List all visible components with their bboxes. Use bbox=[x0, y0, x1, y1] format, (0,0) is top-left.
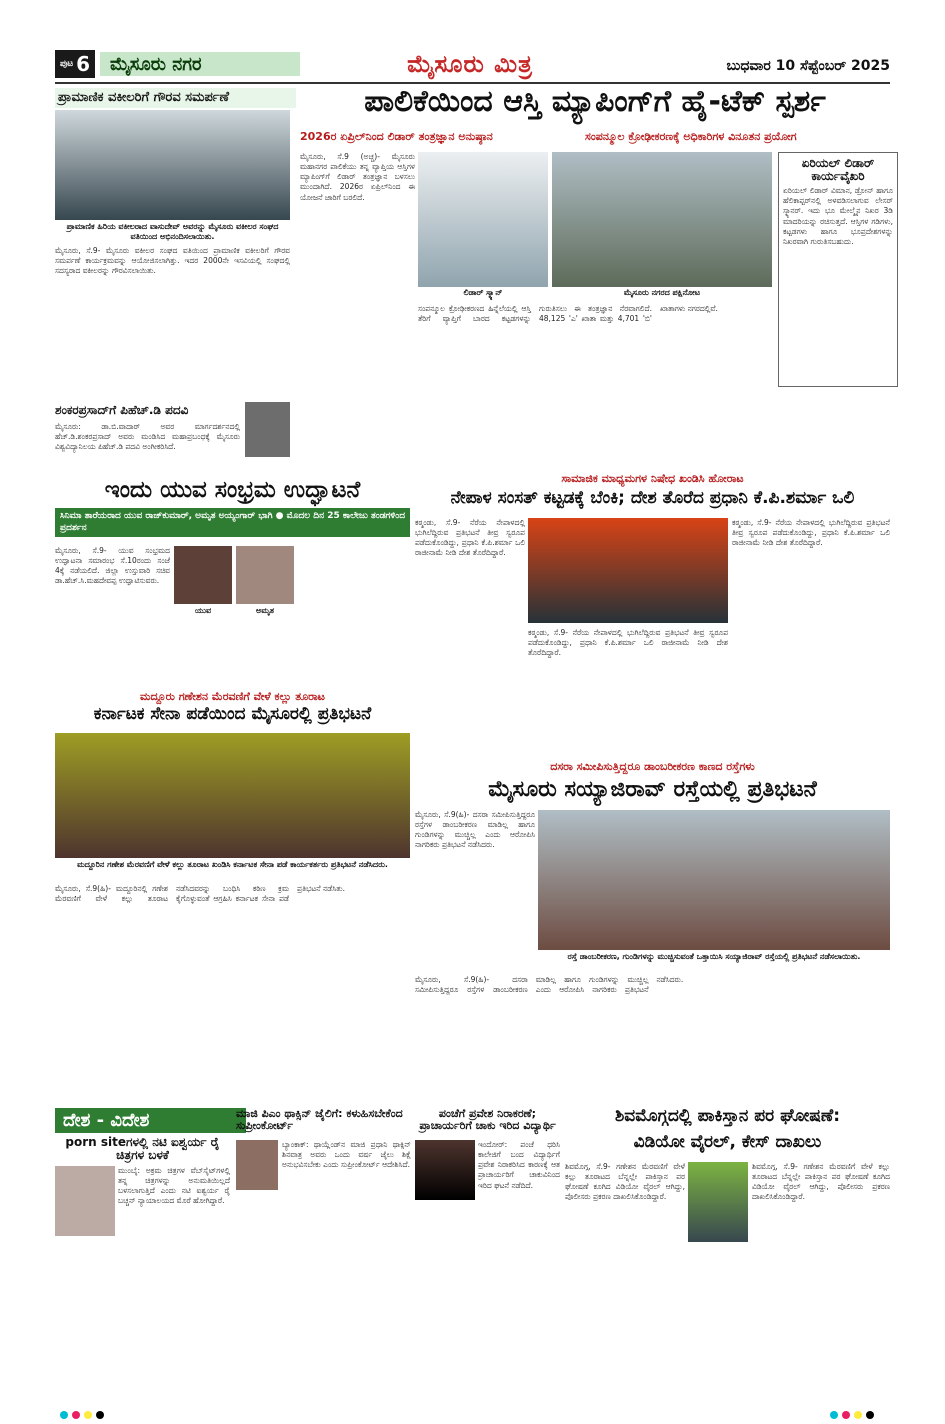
nepal-body-3: ಕಠ್ಮಂಡು, ಸೆ.9- ನೆರೆಯ ನೇಪಾಳದಲ್ಲಿ ಭುಗಿಲೆದ್ದಿರುವ ಪ್ರತಿಭಟನೆ ತೀವ್ರ ಸ್ವರೂಪ ಪಡೆದುಕೊಂಡಿದ್ದು, ಪ್ರಧಾನಿ ಕೆ.ಪಿ.ಶರ್ಮಾ ಒಲಿ ರಾಜೀನಾಮೆ ನೀಡಿ ದೇಶ ತೊರೆದಿದ್ದಾರೆ. bbox=[732, 518, 890, 548]
left-body: ಮೈಸೂರು, ಸೆ.9- ಮೈಸೂರು ವಕೀಲರ ಸಂಘದ ವತಿಯಿಂದ ಪ್ರಾಮಾಣಿಕ ವಕೀಲರಿಗೆ ಗೌರವ ಸಮರ್ಪಣೆ ಕಾರ್ಯಕ್ರಮವನ್ನು ಆಯೋಜಿಸಲಾಗಿತ್ತು. ಇದರ 2000ನೇ ಇಸವಿಯಲ್ಲಿ ಸಂಘದಲ್ಲಿ ಸದಸ್ಯರಾದ ವಕೀಲರನ್ನು ಗೌರವಿಸಲಾಯಿತು. bbox=[55, 246, 290, 276]
nepal-headline: ನೇಪಾಳ ಸಂಸತ್ ಕಟ್ಟಡಕ್ಕೆ ಬೆಂಕಿ; ದೇಶ ತೊರೆದ ಪ್ರಧಾನಿ ಕೆ.ಪಿ.ಶರ್ಮಾ ಒಲಿ bbox=[450, 488, 855, 508]
dasara-body: ಮೈಸೂರು, ಸೆ.9(ಹಿ)- ದಸರಾ ಸಮೀಪಿಸುತ್ತಿದ್ದರೂ ರಸ್ತೆಗಳ ಡಾಂಬರೀಕರಣ ಮಾಡಿಲ್ಲ ಹಾಗೂ ಗುಂಡಿಗಳನ್ನು ಮುಚ್ಚಿಲ್ಲ ಎಂದು ಆರೋಪಿಸಿ ನಾಗರಿಕರು ಪ್ರತಿಭಟನೆ ನಡೆಸಿದರು. bbox=[415, 810, 535, 850]
desha-story1-body: ಮುಂಬೈ: ಅಕ್ರಮ ಚಿತ್ರಗಳ ವೆಬ್‌ಸೈಟ್‌ಗಳಲ್ಲಿ ತನ್ನ ಚಿತ್ರಗಳನ್ನು ಅನುಮತಿಯಿಲ್ಲದೆ ಬಳಸಲಾಗುತ್ತಿದೆ ಎಂದು ನಟಿ ಐಶ್ವರ್ಯ ರೈ ಬಚ್ಚನ್ ನ್ಯಾಯಾಲಯದ ಮೊರೆ ಹೋಗಿದ್ದಾರೆ. bbox=[118, 1166, 230, 1206]
youth-photo-1 bbox=[174, 546, 232, 604]
page-number: 6 bbox=[76, 52, 91, 76]
sidebar-body: ಏರಿಯಲ್ ಲಿಡಾರ್ ವಿಮಾನ, ಡ್ರೋನ್ ಹಾಗೂ ಹೆಲಿಕಾಪ್ಟರ್‌ನಲ್ಲಿ ಅಳವಡಿಸಲಾಗುವ ಲೇಸರ್ ಸ್ಕ್ಯಾನರ್. ಇದು ಭೂ ಮೇಲ್ಮೈನ ನಿಖರ 3ಡಿ ಮಾದರಿಯನ್ನು ರಚಿಸುತ್ತದೆ. ಆಸ್ತಿಗಳ ಗಡಿಗಳು, ಕಟ್ಟಡಗಳು ಹಾಗೂ ಭೂಪ್ರದೇಶಗಳನ್ನು ನಿಖರವಾಗಿ ಗುರುತಿಸಬಹುದು. bbox=[783, 186, 893, 246]
shivamogga-body-2: ಶಿವಮೊಗ್ಗ, ಸೆ.9- ಗಣೇಶನ ಮೆರವಣಿಗೆ ವೇಳೆ ಕಲ್ಲು ತೂರಾಟದ ಬೆನ್ನಲ್ಲೇ ಪಾಕಿಸ್ತಾನ ಪರ ಘೋಷಣೆ ಕೂಗಿದ ವಿಡಿಯೋ ವೈರಲ್ ಆಗಿದ್ದು, ಪೊಲೀಸರು ಪ್ರಕರಣ ದಾಖಲಿಸಿಕೊಂಡಿದ್ದಾರೆ. bbox=[752, 1162, 890, 1202]
appointment-body: ಮೈಸೂರು: ಡಾ.ಬಿ.ವಾದಾರ್ ಅವರ ಮಾರ್ಗದರ್ಶನದಲ್ಲಿ ಹೆಚ್.ಡಿ.ಶಂಕರಪ್ರಸಾದ್ ಅವರು ಮಂಡಿಸಿದ ಮಹಾಪ್ರಬಂಧಕ್ಕೆ ಮೈಸೂರು ವಿಶ್ವವಿದ್ಯಾನಿಲಯ ಪಿಹೆಚ್.ಡಿ ಪದವಿ ಅಂಗೀಕರಿಸಿದೆ. bbox=[55, 422, 240, 452]
ganesh-photo bbox=[55, 733, 410, 858]
shivamogga-body: ಶಿವಮೊಗ್ಗ, ಸೆ.9- ಗಣೇಶನ ಮೆರವಣಿಗೆ ವೇಳೆ ಕಲ್ಲು ತೂರಾಟದ ಬೆನ್ನಲ್ಲೇ ಪಾಕಿಸ್ತಾನ ಪರ ಘೋಷಣೆ ಕೂಗಿದ ವಿಡಿಯೋ ವೈರಲ್ ಆಗಿದ್ದು, ಪೊಲೀಸರು ಪ್ರಕರಣ ದಾಖಲಿಸಿಕೊಂಡಿದ್ದಾರೆ. bbox=[565, 1162, 685, 1202]
left-photo bbox=[55, 110, 290, 220]
desha-story1-photo bbox=[55, 1166, 115, 1236]
shivamogga-headline-2: ವಿಡಿಯೋ ವೈರಲ್, ಕೇಸ್ ದಾಖಲು bbox=[633, 1132, 822, 1152]
shivamogga-photo bbox=[688, 1162, 748, 1242]
nepal-body: ಕಠ್ಮಂಡು, ಸೆ.9- ನೆರೆಯ ನೇಪಾಳದಲ್ಲಿ ಭುಗಿಲೆದ್ದಿರುವ ಪ್ರತಿಭಟನೆ ತೀವ್ರ ಸ್ವರೂಪ ಪಡೆದುಕೊಂಡಿದ್ದು, ಪ್ರಧಾನಿ ಕೆ.ಪಿ.ಶರ್ಮಾ ಒಲಿ ರಾಜೀನಾಮೆ ನೀಡಿ ದೇಶ ತೊರೆದಿದ್ದಾರೆ. bbox=[415, 518, 525, 558]
nepal-photo bbox=[528, 518, 728, 623]
sidebar-box bbox=[778, 152, 898, 387]
shivamogga-headline-1: ಶಿವಮೊಗ್ಗದಲ್ಲಿ ಪಾಕಿಸ್ತಾನ ಪರ ಘೋಷಣೆ: bbox=[614, 1106, 841, 1126]
section-title: ಮೈಸೂರು ನಗರ bbox=[100, 52, 300, 76]
youth-headline: ಇಂದು ಯುವ ಸಂಭ್ರಮ ಉದ್ಘಾಟನೆ bbox=[104, 477, 361, 503]
dasara-body-2: ಮೈಸೂರು, ಸೆ.9(ಹಿ)- ದಸರಾ ಸಮೀಪಿಸುತ್ತಿದ್ದರೂ ರಸ್ತೆಗಳ ಡಾಂಬರೀಕರಣ ಮಾಡಿಲ್ಲ ಹಾಗೂ ಗುಂಡಿಗಳನ್ನು ಮುಚ್ಚಿಲ್ಲ ಎಂದು ಆರೋಪಿಸಿ ನಾಗರಿಕರು ಪ್ರತಿಭಟನೆ ನಡೆಸಿದರು. bbox=[415, 975, 684, 995]
sidebar-headline: ಏರಿಯಲ್ ಲಿಡಾರ್ ಕಾರ್ಯವೈಖರಿ bbox=[801, 156, 875, 183]
lead-image-1 bbox=[418, 152, 548, 287]
desha-story3-headline: ಪಂಚೆಗೆ ಪ್ರವೇಶ ನಿರಾಕರಣೆ; ಪ್ರಾಚಾರ್ಯರಿಗೆ ಚಾಕು ಇರಿದ ವಿದ್ಯಾರ್ಥಿ bbox=[419, 1107, 556, 1132]
page-label: ಪುಟ bbox=[59, 59, 74, 69]
youth-photo-2-label: ಅಮೃತ bbox=[255, 606, 275, 615]
nepal-body-2: ಕಠ್ಮಂಡು, ಸೆ.9- ನೆರೆಯ ನೇಪಾಳದಲ್ಲಿ ಭುಗಿಲೆದ್ದಿರುವ ಪ್ರತಿಭಟನೆ ತೀವ್ರ ಸ್ವರೂಪ ಪಡೆದುಕೊಂಡಿದ್ದು, ಪ್ರಧಾನಿ ಕೆ.ಪಿ.ಶರ್ಮಾ ಒಲಿ ರಾಜೀನಾಮೆ ನೀಡಿ ದೇಶ ತೊರೆದಿದ್ದಾರೆ. bbox=[528, 628, 728, 658]
ganesh-headline: ಕರ್ನಾಟಕ ಸೇನಾ ಪಡೆಯಿಂದ ಮೈಸೂರಲ್ಲಿ ಪ್ರತಿಭಟನೆ bbox=[93, 704, 372, 724]
portrait-photo bbox=[245, 402, 290, 457]
youth-photo-2 bbox=[236, 546, 294, 604]
lead-image-2 bbox=[552, 152, 772, 287]
left-headline: ಪ್ರಾಮಾಣಿಕ ವಕೀಲರಿಗೆ ಗೌರವ ಸಮರ್ಪಣೆ bbox=[55, 88, 296, 108]
masthead: ಮೈಸೂರು ಮಿತ್ರ bbox=[407, 48, 533, 78]
ganesh-body: ಮೈಸೂರು, ಸೆ.9(ಹಿ)- ಮದ್ದೂರಿನಲ್ಲಿ ಗಣೇಶ ಮೆರವಣಿಗೆ ವೇಳೆ ಕಲ್ಲು ತೂರಾಟ ನಡೆಸಿದವರನ್ನು ಬಂಧಿಸಿ ಕಠಿಣ ಕ್ರಮ ಕೈಗೊಳ್ಳುವಂತೆ ಆಗ್ರಹಿಸಿ ಕರ್ನಾಟಕ ಸೇನಾ ಪಡೆ ಪ್ರತಿಭಟನೆ ನಡೆಸಿತು. bbox=[55, 884, 345, 904]
desha-story2-headline: ಮಾಜಿ ಪಿಎಂ ಥಾಕ್ಸಿನ್ ಜೈಲಿಗೆ: ಕಳುಹಿಸಬೇಕೆಂದ ಸುಪ್ರೀಂಕೋರ್ಟ್ bbox=[236, 1107, 403, 1132]
ganesh-caption: ಮದ್ದೂರಿನ ಗಣೇಶ ಮೆರವಣಿಗೆ ವೇಳೆ ಕಲ್ಲು ತೂರಾಟ ಖಂಡಿಸಿ ಕರ್ನಾಟಕ ಸೇನಾ ಪಡೆ ಕಾರ್ಯಕರ್ತರು ಪ್ರತಿಭಟನೆ ನಡೆಸಿದರು. bbox=[77, 860, 388, 869]
desha-story1-headline: porn siteಗಳಲ್ಲಿ ನಟಿ ಐಶ್ವರ್ಯ ರೈ ಚಿತ್ರಗಳ ಬಳಕೆ bbox=[65, 1135, 220, 1162]
registration-dots-left bbox=[60, 1404, 108, 1423]
lead-body: ಮೈಸೂರು, ಸೆ.9 (ಅಚ್ಚ)- ಮೈಸೂರು ಮಹಾನಗರ ಪಾಲಿಕೆಯು ತನ್ನ ವ್ಯಾಪ್ತಿಯ ಆಸ್ತಿಗಳ ಮ್ಯಾಪಿಂಗ್‌ಗೆ ಲಿಡಾರ್ ತಂತ್ರಜ್ಞಾನ ಬಳಸಲು ಮುಂದಾಗಿದೆ. 2026ರ ಏಪ್ರಿಲ್‌ನಿಂದ ಈ ಯೋಜನೆ ಜಾರಿಗೆ ಬರಲಿದೆ. bbox=[300, 152, 415, 202]
dasara-photo bbox=[538, 810, 890, 950]
appointment-headline: ಶಂಕರಪ್ರಸಾದ್‌ಗೆ ಪಿಹೆಚ್.ಡಿ ಪದವಿ bbox=[55, 403, 189, 417]
dasara-kicker: ದಸರಾ ಸಮೀಪಿಸುತ್ತಿದ್ದರೂ ಡಾಂಬರೀಕರಣ ಕಾಣದ ರಸ್ತೆಗಳು bbox=[550, 760, 755, 773]
ganesh-kicker: ಮದ್ದೂರು ಗಣೇಶನ ಮೆರವಣಿಗೆ ವೇಳೆ ಕಲ್ಲು ತೂರಾಟ bbox=[140, 690, 325, 703]
lead-sub-1: 2026ರ ಏಪ್ರಿಲ್‌ನಿಂದ ಲಿಡಾರ್ ತಂತ್ರಜ್ಞಾನ ಅನುಷ್ಠಾನ bbox=[300, 130, 493, 143]
lead-image-2-caption: ಮೈಸೂರು ನಗರದ ಪಕ್ಷಿನೋಟ bbox=[623, 288, 701, 297]
desha-story2-photo bbox=[236, 1140, 278, 1190]
youth-band: ಸಿನಿಮಾ ತಾರೆಯರಾದ ಯುವ ರಾಜ್‌ಕುಮಾರ್, ಅಮೃತ ಅಯ್ಯಂಗಾರ್ ಭಾಗಿ ● ಮೊದಲ ದಿನ 25 ಕಾಲೇಜು ತಂಡಗಳಿಂದ ಪ್ರದರ್ಶನ bbox=[55, 508, 410, 537]
desha-story2-body: ಬ್ಯಾಂಕಾಕ್: ಥಾಯ್ಲೆಂಡ್‌ನ ಮಾಜಿ ಪ್ರಧಾನಿ ಥಾಕ್ಸಿನ್ ಶಿನವಾತ್ರ ಅವರು ಒಂದು ವರ್ಷ ಜೈಲು ಶಿಕ್ಷೆ ಅನುಭವಿಸಬೇಕು ಎಂದು ಸುಪ್ರೀಂಕೋರ್ಟ್ ಆದೇಶಿಸಿದೆ. bbox=[282, 1140, 411, 1170]
page-number-box bbox=[55, 50, 95, 78]
lead-body-2: ಸಂಪನ್ಮೂಲ ಕ್ರೋಢೀಕರಣದ ಹಿನ್ನೆಲೆಯಲ್ಲಿ ಆಸ್ತಿ ತೆರಿಗೆ ವ್ಯಾಪ್ತಿಗೆ ಬಾರದ ಕಟ್ಟಡಗಳನ್ನು ಗುರುತಿಸಲು ಈ ತಂತ್ರಜ್ಞಾನ ನೆರವಾಗಲಿದೆ. 48,125 'ಎ' ಖಾತಾ ಮತ್ತು 4,701 'ಬಿ' ಖಾತಾಗಳು ನಗರದಲ್ಲಿವೆ. bbox=[418, 304, 718, 324]
registration-dots-right bbox=[830, 1404, 878, 1423]
desha-story3-body: ಇಂದೋರ್: ಪಂಚೆ ಧರಿಸಿ ಕಾಲೇಜಿಗೆ ಬಂದ ವಿದ್ಯಾರ್ಥಿಗೆ ಪ್ರವೇಶ ನಿರಾಕರಿಸಿದ ಕಾರಣಕ್ಕೆ ಆತ ಪ್ರಾಚಾರ್ಯರಿಗೆ ಚಾಕುವಿನಿಂದ ಇರಿದ ಘಟನೆ ನಡೆದಿದೆ. bbox=[478, 1140, 560, 1190]
youth-body: ಮೈಸೂರು, ಸೆ.9- ಯುವ ಸಂಭ್ರಮದ ಉದ್ಘಾಟನಾ ಸಮಾರಂಭ ಸೆ.10ರಂದು ಸಂಜೆ 4ಕ್ಕೆ ನಡೆಯಲಿದೆ. ಜಿಲ್ಲಾ ಉಸ್ತುವಾರಿ ಸಚಿವ ಡಾ.ಹೆಚ್.ಸಿ.ಮಹದೇವಪ್ಪ ಉದ್ಘಾಟಿಸುವರು. bbox=[55, 546, 170, 586]
youth-photo-1-label: ಯುವ bbox=[194, 606, 212, 615]
desha-story3-photo bbox=[415, 1140, 475, 1200]
lead-image-1-caption: ಲಿಡಾರ್ ಸ್ಕ್ಯಾನ್ bbox=[463, 288, 503, 297]
nepal-kicker: ಸಾಮಾಜಿಕ ಮಾಧ್ಯಮಗಳ ನಿಷೇಧ ಖಂಡಿಸಿ ಹೋರಾಟ bbox=[561, 472, 744, 485]
dateline: ಬುಧವಾರ 10 ಸೆಪ್ಟೆಂಬರ್ 2025 bbox=[726, 58, 890, 74]
lead-sub-2: ಸಂಪನ್ಮೂಲ ಕ್ರೋಢೀಕರಣಕ್ಕೆ ಅಧಿಕಾರಿಗಳ ವಿನೂತನ ಪ್ರಯೋಗ bbox=[585, 130, 797, 143]
lead-headline: ಪಾಲಿಕೆಯಿಂದ ಆಸ್ತಿ ಮ್ಯಾಪಿಂಗ್‌ಗೆ ಹೈ-ಟೆಕ್ ಸ್ಪರ್ಶ bbox=[364, 84, 826, 119]
left-caption: ಪ್ರಾಮಾಣಿಕ ಹಿರಿಯ ವಕೀಲರಾದ ವಾಸುದೇವ್ ಅವರನ್ನು ಮೈಸೂರು ವಕೀಲರ ಸಂಘದ ವತಿಯಿಂದ ಅಭಿನಂದಿಸಲಾಯಿತು. bbox=[66, 222, 279, 242]
dasara-headline: ಮೈಸೂರು ಸಯ್ಯಾಜಿರಾವ್ ರಸ್ತೆಯಲ್ಲಿ ಪ್ರತಿಭಟನೆ bbox=[488, 777, 817, 802]
dasara-caption: ರಸ್ತೆ ಡಾಂಬರೀಕರಣ, ಗುಂಡಿಗಳನ್ನು ಮುಚ್ಚಿಸುವಂತೆ ಒತ್ತಾಯಿಸಿ ಸಯ್ಯಾಜಿರಾವ್ ರಸ್ತೆಯಲ್ಲಿ ಪ್ರತಿಭಟನೆ ನಡೆಸಲಾಯಿತು. bbox=[567, 952, 861, 961]
desha-banner: ದೇಶ - ವಿದೇಶ bbox=[55, 1108, 246, 1133]
